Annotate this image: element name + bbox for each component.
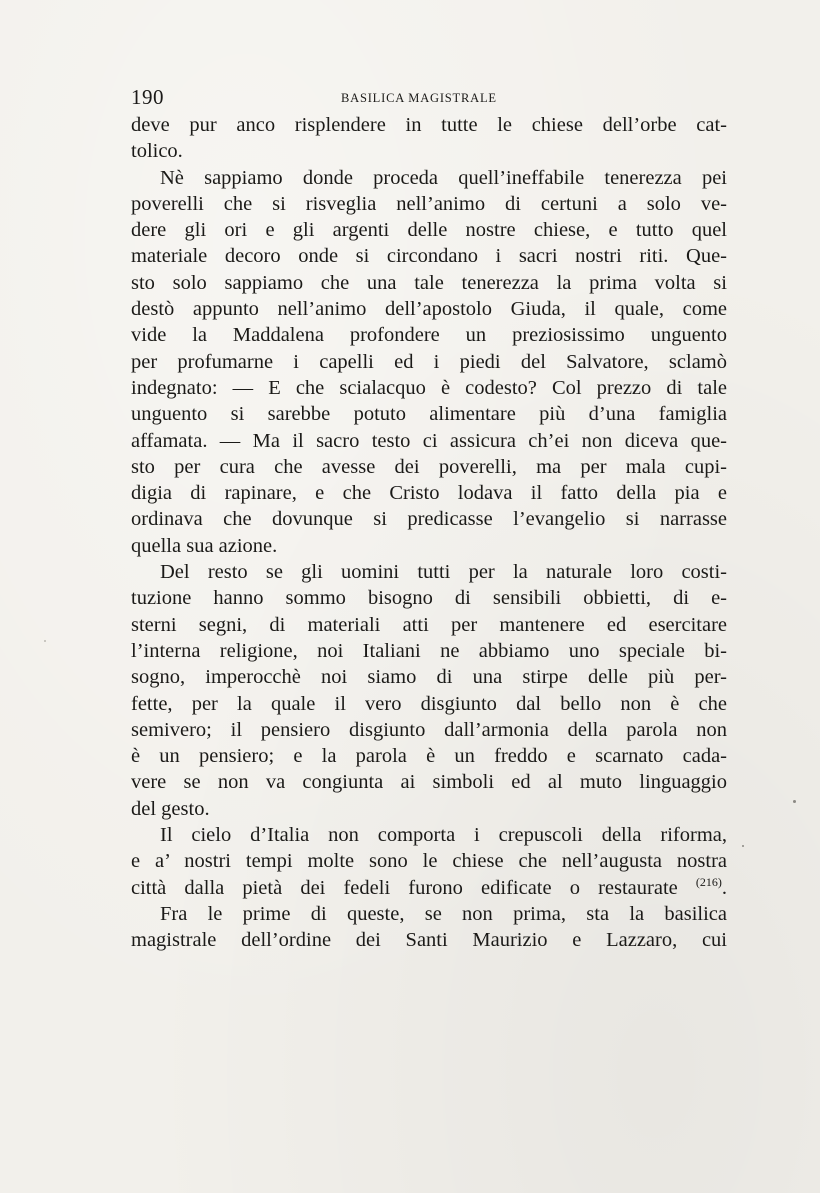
footnote-reference[interactable]: (216) [695,874,722,889]
running-head [131,85,725,109]
text-line: fette, per la quale il vero disgiunto dal bello non è che [131,692,727,715]
text-line: deve pur anco risplendere in tutte le chiese dell’orbe cat- [131,114,727,136]
text-line: materiale decoro onde si circondano i sacri nostri riti. Que- [131,245,727,268]
text-line: ordinava che dovunque si predicasse l’evangelio si narrasse [131,508,727,531]
text-line: quella sua azione. [131,534,278,557]
text-line: digia di rapinare, e che Cristo lodava il fatto della pia e [131,482,727,505]
text-line: tuzione hanno sommo bisogno di sensibili obbietti, di e- [131,587,727,610]
running-title: BASILICA MAGISTRALE [341,91,497,105]
text-line: tolico. [131,140,183,163]
text-line: vide la Maddalena profondere un preziosissimo unguento [131,324,727,347]
paper-speck [793,800,796,803]
text-line-with-footnote [131,875,727,901]
text-line: l’interna religione, noi Italiani ne abbiamo uno speciale bi- [131,639,727,662]
text-line: semivero; il pensiero disgiunto dall’armonia della parola non [131,718,727,741]
text-line: Del resto se gli uomini tutti per la naturale loro costi- [160,561,727,584]
text-line: poverelli che si risveglia nell’animo di certuni a solo ve- [131,192,727,215]
text-line: sto per cura che avesse dei poverelli, ma per mala cupi- [131,455,727,478]
text-line: per profumarne i capelli ed i piedi del Salvatore, sclamò [131,350,727,373]
text-line: Nè sappiamo donde proceda quell’ineffabile tenerezza pei [160,166,727,189]
text-line: dere gli ori e gli argenti delle nostre chiese, e tutto quel [131,219,727,242]
paper-speck [44,640,46,642]
text-line: Il cielo d’Italia non comporta i crepuscoli della riforma, [160,824,727,847]
text-line: è un pensiero; e la parola è un freddo e scarnato cada- [131,745,727,768]
text-line: vere se non va congiunta ai simboli ed al muto linguaggio [131,771,727,794]
text-line: Fra le prime di queste, se non prima, sta la basilica [160,902,727,925]
text-line-segment: città dalla pietà dei fedeli furono edificate o restaurate [131,876,678,899]
page-number: 190 [131,85,164,109]
text-line: indegnato: — E che scialacquo è codesto? Col prezzo di tale [131,376,727,399]
text-line: unguento si sarebbe potuto alimentare più d’una famiglia [131,403,727,426]
text-line: sterni segni, di materiali atti per mantenere ed esercitare [131,613,727,636]
text-line: destò appunto nell’animo dell’apostolo Giuda, il quale, come [131,298,727,321]
paper-speck [742,845,744,847]
text-line: sto solo sappiamo che una tale tenerezza la prima volta si [131,271,727,294]
footnote-trailing-punctuation: . [721,876,727,899]
body-text [131,112,727,954]
text-line: sogno, imperocchè noi siamo di una stirpe delle più per- [131,666,727,689]
text-line: magistrale dell’ordine dei Santi Maurizio e Lazzaro, cui [131,929,727,952]
text-line: del gesto. [131,797,210,820]
text-line: affamata. — Ma il sacro testo ci assicura ch’ei non diceva que- [131,429,727,452]
text-line: e a’ nostri tempi molte sono le chiese che nell’augusta nostra [131,850,727,873]
